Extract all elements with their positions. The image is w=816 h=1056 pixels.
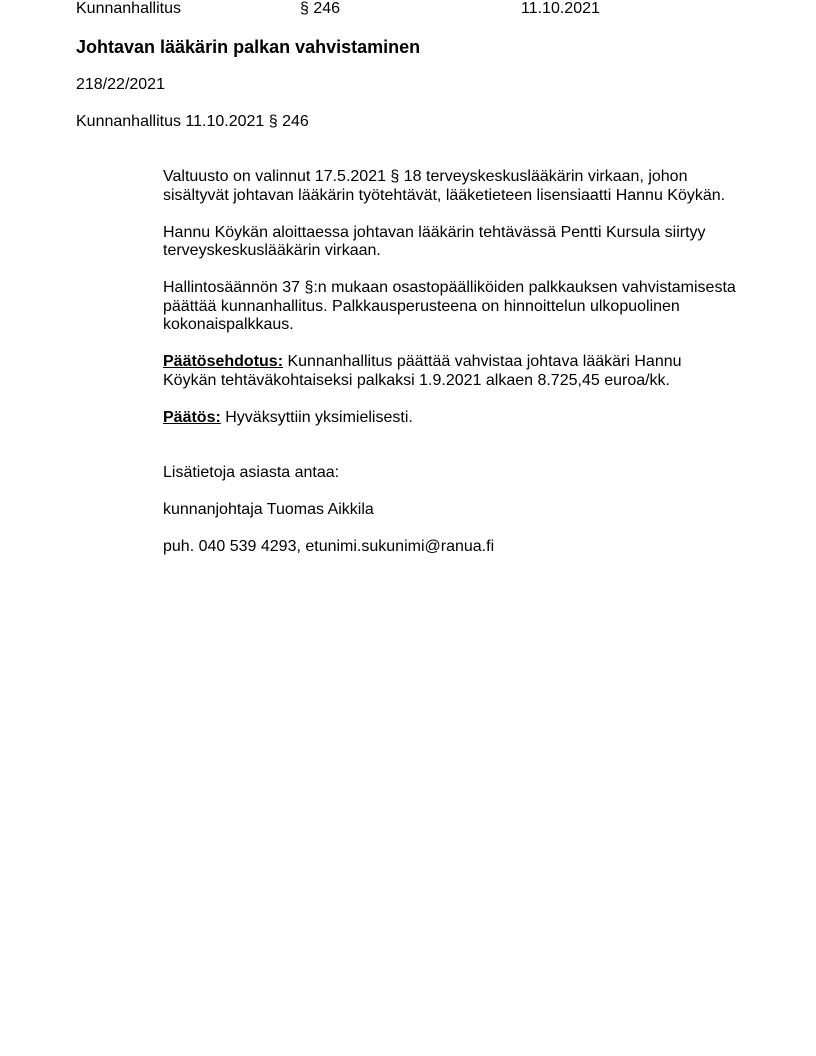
decision-proposal	[163, 353, 753, 390]
contact-person: kunnanjohtaja Tuomas Aikkila	[163, 501, 374, 518]
body-paragraph-2: Hannu Köykän aloittaessa johtavan lääkärin tehtävässä Pentti Kursula siirtyy terveyskeskuslääkärin virkaan.	[163, 223, 706, 259]
decision-text: Hyväksyttiin yksimielisesti.	[220, 408, 413, 426]
decision-proposal-text: Kunnanhallitus päättää vahvistaa johtava lääkäri Hannu Köykän tehtäväkohtaiseksi palkaksi 1.9.2021 alkaen 8.725,45 euroa/kk.	[163, 353, 682, 389]
decision-label: Päätös:	[163, 408, 221, 426]
body-paragraph-1: Valtuusto on valinnut 17.5.2021 § 18 terveyskeskuslääkärin virkaan, johon sisältyvät johtavan lääkärin työtehtävät, lääketieteen lisensiaatti Hannu Köykän.	[163, 168, 726, 204]
contact-phone-email: puh. 040 539 4293, etunimi.sukunimi@ranua.fi	[163, 538, 495, 555]
contact-info	[163, 446, 753, 576]
page-header	[0, 0, 816, 20]
header-section-number: § 246	[300, 0, 341, 17]
meeting-reference: Kunnanhallitus 11.10.2021 § 246	[76, 113, 309, 130]
document-body	[163, 168, 753, 575]
header-meeting-date: 11.10.2021	[521, 0, 600, 17]
decision	[163, 409, 753, 428]
decision-proposal-label: Päätösehdotus:	[163, 353, 284, 370]
body-paragraph-3: Hallintosäännön 37 §:n mukaan osastopäälliköiden palkkauksen vahvistamisesta päättää kunnanhallitus. Palkkausperusteena on hinnoittelun ulkopuolinen kokonaispalkkaus.	[163, 279, 736, 333]
header-body-name: Kunnanhallitus	[76, 0, 181, 17]
diary-number: 218/22/2021	[76, 76, 165, 93]
contact-intro: Lisätietoja asiasta antaa:	[163, 464, 340, 481]
document-title: Johtavan lääkärin palkan vahvistaminen	[76, 37, 421, 57]
